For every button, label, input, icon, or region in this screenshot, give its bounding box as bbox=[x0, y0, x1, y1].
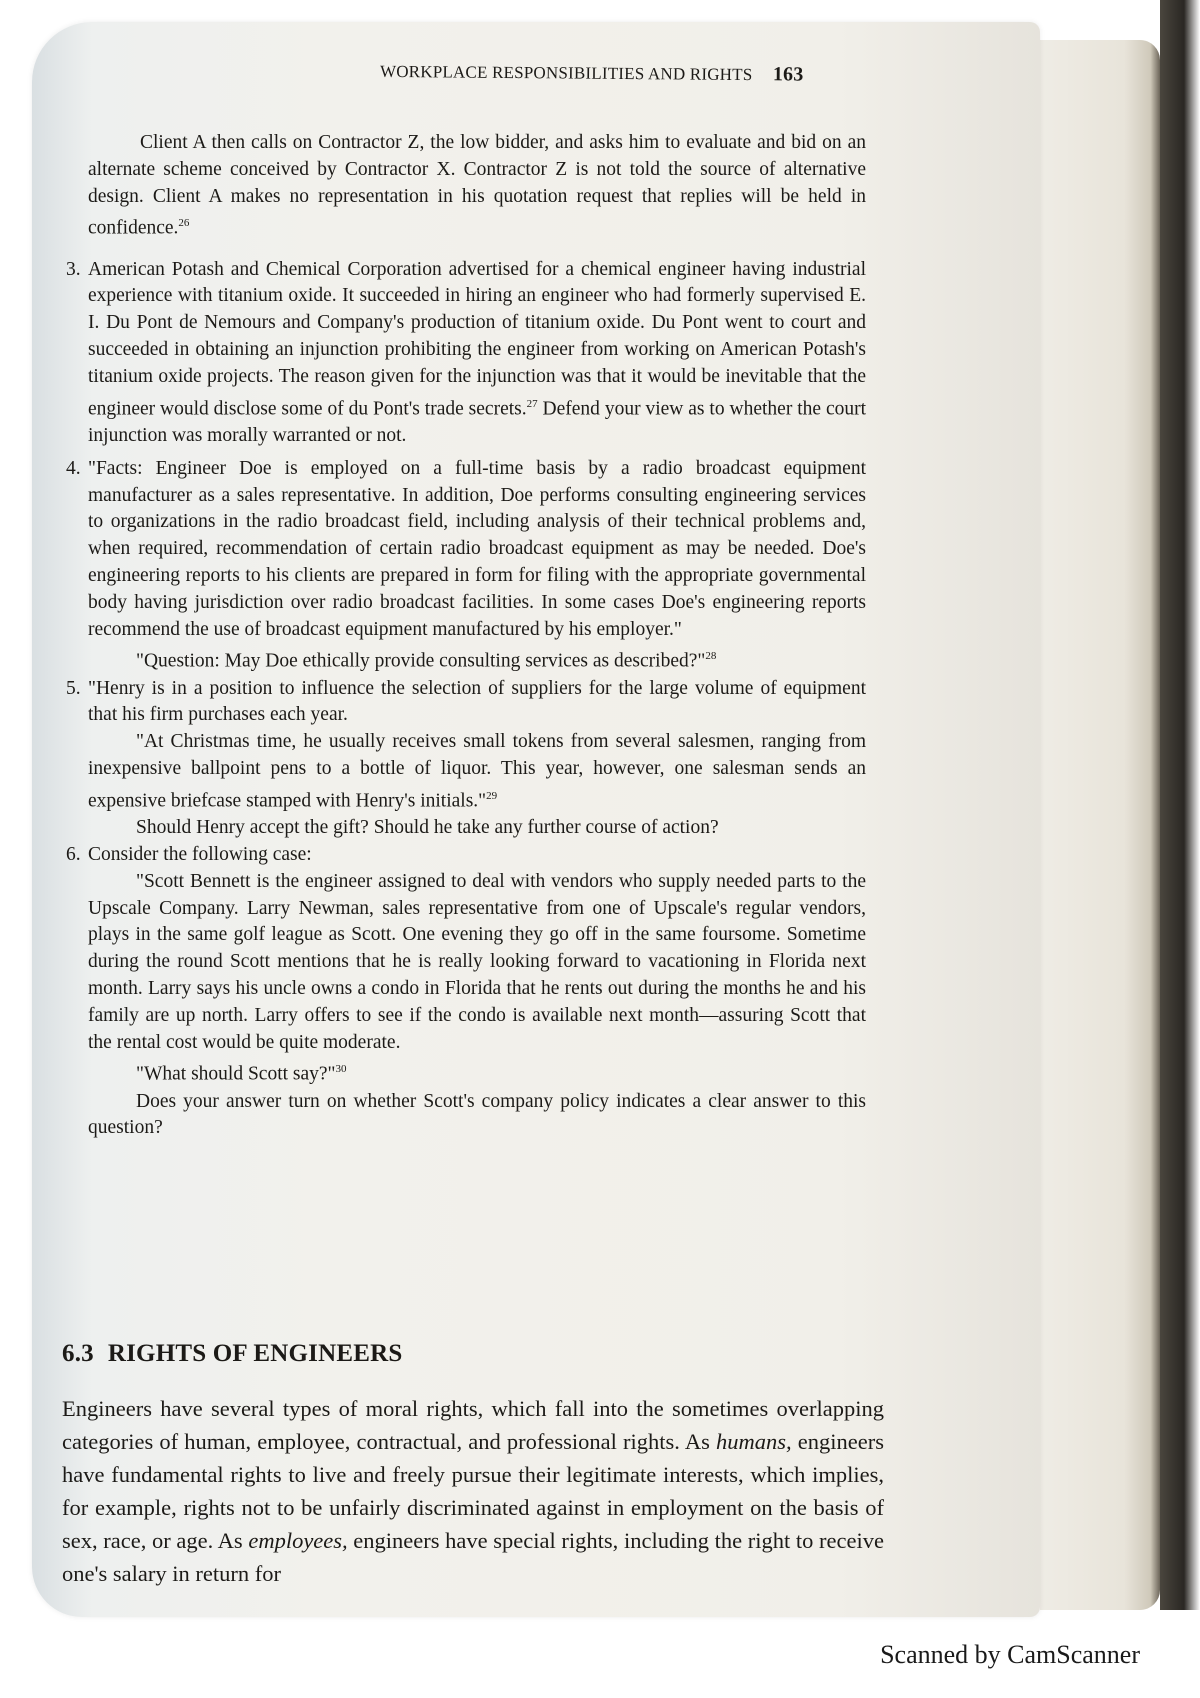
item-text: "Henry is in a position to influence the selection of suppliers for the large volume of equipment that his firm purchases each year. bbox=[88, 677, 866, 726]
book-spine bbox=[1160, 0, 1200, 1610]
section-heading bbox=[62, 1340, 662, 1368]
exercise-item-6 bbox=[66, 842, 866, 1142]
item-question: Should Henry accept the gift? Should he take any further course of action? bbox=[136, 817, 719, 839]
case-quote: "Scott Bennett is the engineer assigned to deal with vendors who supply needed parts to the Upscale Company. Larry Newman, sales representative from one of Upscale's regular vendors, plays in the same golf league as Scott. One evening they go off in the same foursome. Sometime during the round Scott mentions that he is really looking forward to vacationing in Florida next month. Larry says his uncle owns a condo in Florida that he rents out during the months he and his family are up north. Larry offers to see if the condo is available next month—assuring Scott that the rental cost would be quite moderate. bbox=[88, 870, 866, 1053]
exercise-item-4 bbox=[66, 456, 866, 676]
emphasis-employees: employees, bbox=[248, 1528, 348, 1553]
exercise-item-3 bbox=[66, 257, 867, 450]
section-text-part: engineers have fundamental rights to live and freely pursue their legitimate interests, which implies, for example, rights not to be unfairly discriminated against in employment on the basis of sex, race, or age. As bbox=[62, 1429, 884, 1553]
footnote-ref: 30 bbox=[335, 1063, 347, 1076]
footnote-ref: 29 bbox=[486, 789, 498, 802]
footnote-ref: 28 bbox=[705, 650, 717, 663]
item-number: 3. bbox=[66, 258, 81, 280]
item-text-part: "What should Scott say?" bbox=[136, 1063, 336, 1085]
item-text bbox=[88, 257, 866, 450]
item-text: "Facts: Engineer Doe is employed on a full-time basis by a radio broadcast equipment manufacturer as a sales representative. In addition, Doe performs consulting engineering services to organizations in the radio broadcast field, including analysis of their technical problems and, when required, recommendation of certain radio broadcast equipment as may be needed. Doe's engineering reports to his clients are prepared in form for filing with the appropriate governmental body having jurisdiction over radio broadcast facilities. In some cases Doe's engineering reports recommend the use of broadcast equipment manufactured by his employer." bbox=[88, 457, 866, 640]
section-paragraph bbox=[62, 1392, 884, 1590]
item-number: 5. bbox=[66, 677, 81, 699]
section-text-part: engineers have special rights, including the right to receive one's salary in return for bbox=[62, 1528, 884, 1586]
exercise-list bbox=[66, 130, 867, 1142]
page-edge-stack bbox=[1040, 40, 1160, 1610]
item-text-part: American Potash and Chemical Corporation advertised for a chemical engineer having industrial experience with titanium oxide. It succeeded in hiring an engineer who had formerly supervised E. I. Du Pont de Nemours and Company's production of titanium oxide. Du Pont went to court and succeeded in obtaining an injunction prohibiting the engineer from working on American Potash's titanium oxide projects. The reason given for the injunction was that it would be inevitable that the engineer would disclose some of du Pont's trade secrets. bbox=[88, 258, 866, 420]
footnote-ref: 27 bbox=[526, 397, 538, 410]
item-text: Consider the following case: bbox=[88, 843, 312, 865]
page-number: 163 bbox=[772, 63, 804, 86]
section-title: RIGHTS OF ENGINEERS bbox=[107, 1340, 403, 1367]
item-text-part: "At Christmas time, he usually receives small tokens from several salesmen, ranging from inexpensive ballpoint pens to a bottle of liquor. This year, however, one salesman sends an expensive briefcase stamped with Henry's initials." bbox=[88, 731, 866, 812]
running-title: WORKPLACE RESPONSIBILITIES AND RIGHTS bbox=[379, 61, 753, 85]
item-question: Does your answer turn on whether Scott's company policy indicates a clear answer to this question? bbox=[88, 1090, 866, 1139]
item-text-continued bbox=[88, 729, 866, 815]
footnote-ref: 26 bbox=[178, 217, 190, 230]
section-text-part: Engineers have several types of moral rights, which fall into the sometimes overlapping categories of human, employee, contractual, and professional rights. As bbox=[62, 1396, 884, 1454]
item-text-part: Defend your view as to whether the court injunction was morally warranted or not. bbox=[88, 398, 867, 446]
item-question-text: "Question: May Doe ethically provide consulting services as described?" bbox=[136, 650, 706, 672]
emphasis-humans: humans, bbox=[715, 1429, 792, 1454]
case-question bbox=[88, 1056, 866, 1088]
continuation-paragraph bbox=[88, 130, 866, 243]
continuation-text: Client A then calls on Contractor Z, the low bidder, and asks him to evaluate and bid on an alternate scheme conceived by Contractor X. Contractor Z is not told the source of alternative design. Client A makes no representation in his quotation request that replies will be held in confidence. bbox=[88, 132, 866, 239]
running-header bbox=[380, 60, 870, 87]
item-question bbox=[88, 643, 866, 675]
section-number: 6.3 bbox=[62, 1340, 94, 1367]
item-number: 6. bbox=[66, 843, 81, 865]
scanner-watermark: Scanned by CamScanner bbox=[880, 1640, 1140, 1669]
exercise-item-5 bbox=[66, 676, 866, 842]
item-number: 4. bbox=[66, 457, 81, 479]
